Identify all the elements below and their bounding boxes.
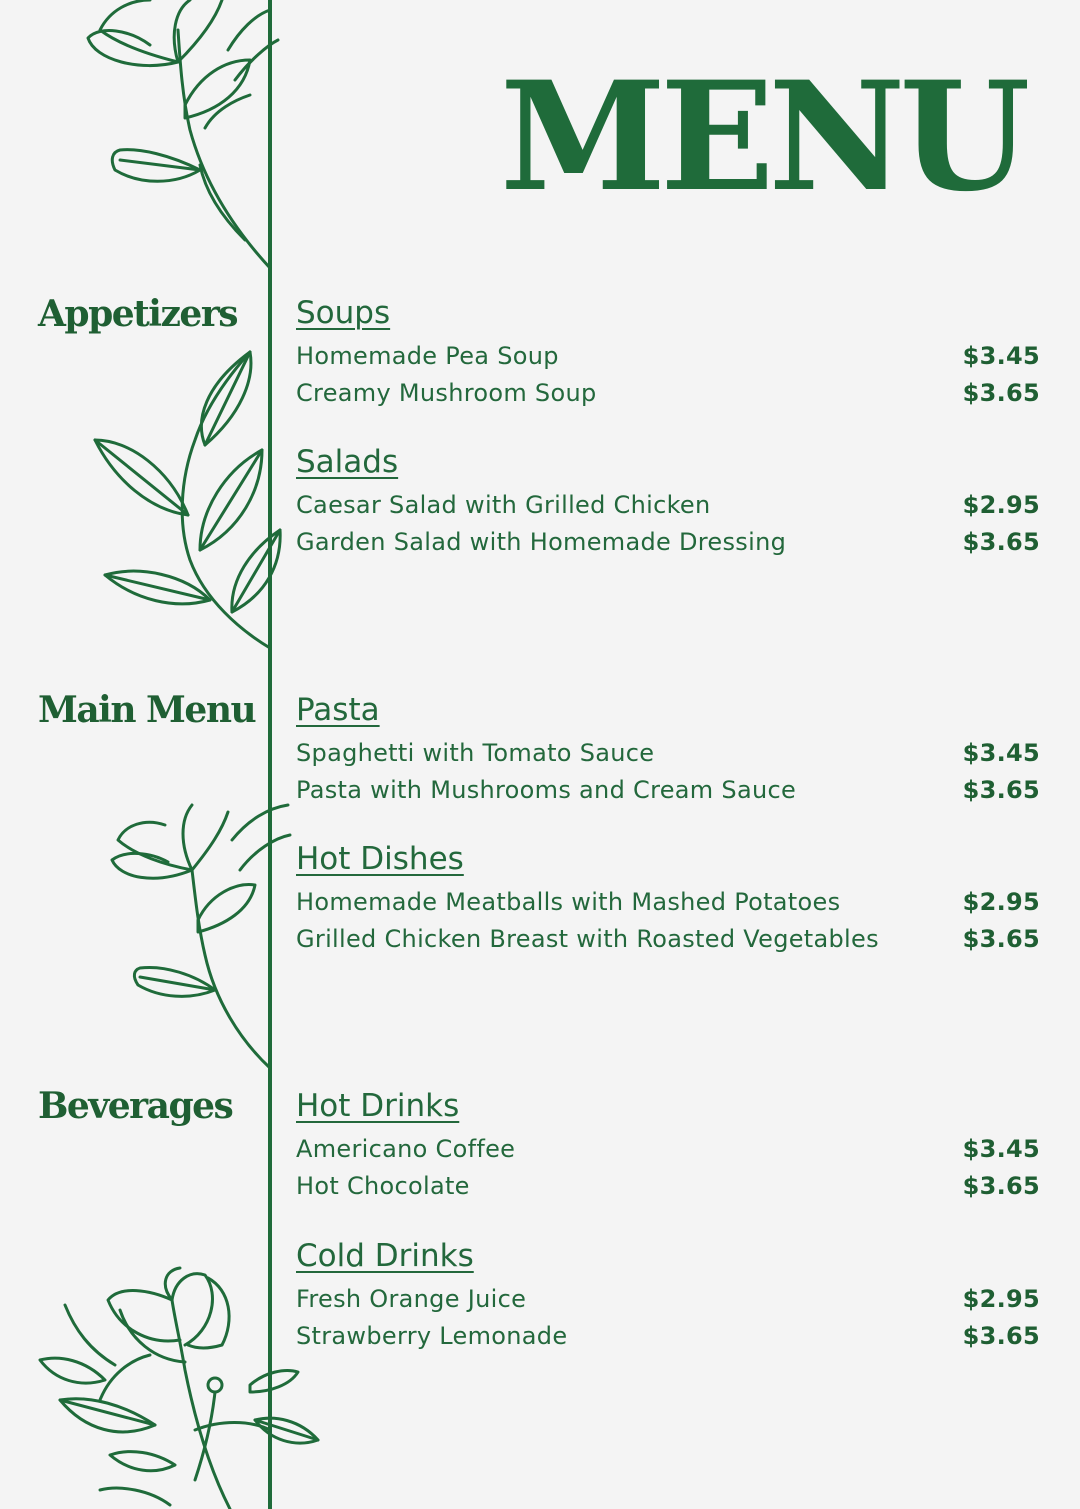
item-name: Spaghetti with Tomato Sauce xyxy=(296,738,655,767)
category-hot-dishes xyxy=(296,840,1040,957)
item-price: $3.45 xyxy=(962,1134,1040,1163)
item-name: Strawberry Lemonade xyxy=(296,1321,568,1350)
section-label-beverages: Beverages xyxy=(38,1085,233,1127)
menu-item xyxy=(296,523,1040,560)
item-price: $3.65 xyxy=(962,775,1040,804)
category-title: Hot Dishes xyxy=(296,841,464,877)
item-price: $2.95 xyxy=(962,1284,1040,1313)
middle-flower-icon xyxy=(112,805,290,1068)
category-title: Cold Drinks xyxy=(296,1238,474,1274)
section-label-appetizers: Appetizers xyxy=(38,293,238,335)
item-name: Fresh Orange Juice xyxy=(296,1284,527,1313)
item-price: $3.65 xyxy=(962,924,1040,953)
menu-item xyxy=(296,486,1040,523)
menu-item xyxy=(296,337,1040,374)
item-name: Homemade Pea Soup xyxy=(296,341,559,370)
category-soups xyxy=(296,294,1040,411)
item-name: Homemade Meatballs with Mashed Potatoes xyxy=(296,887,841,916)
item-name: Pasta with Mushrooms and Cream Sauce xyxy=(296,775,797,804)
top-flower-icon xyxy=(88,0,278,268)
bottom-flower-icon xyxy=(40,1268,318,1509)
category-hot-drinks xyxy=(296,1087,1040,1204)
category-pasta xyxy=(296,691,1040,808)
item-name: Americano Coffee xyxy=(296,1134,516,1163)
item-price: $3.45 xyxy=(962,341,1040,370)
menu-item xyxy=(296,1130,1040,1167)
item-price: $3.65 xyxy=(962,378,1040,407)
category-title: Pasta xyxy=(296,692,380,728)
category-title: Hot Drinks xyxy=(296,1088,460,1124)
section-label-main-menu: Main Menu xyxy=(38,689,256,731)
category-title: Soups xyxy=(296,295,391,331)
menu-title: MENU xyxy=(500,49,1025,225)
item-name: Grilled Chicken Breast with Roasted Vegetables xyxy=(296,924,879,953)
item-price: $2.95 xyxy=(962,887,1040,916)
menu-item xyxy=(296,771,1040,808)
category-salads xyxy=(296,443,1040,560)
item-price: $2.95 xyxy=(962,490,1040,519)
item-price: $3.65 xyxy=(962,1171,1040,1200)
menu-item xyxy=(296,734,1040,771)
menu-item xyxy=(296,1280,1040,1317)
item-name: Caesar Salad with Grilled Chicken xyxy=(296,490,711,519)
menu-item xyxy=(296,1167,1040,1204)
item-name: Garden Salad with Homemade Dressing xyxy=(296,527,787,556)
item-price: $3.65 xyxy=(962,527,1040,556)
category-title: Salads xyxy=(296,444,399,480)
item-price: $3.65 xyxy=(962,1321,1040,1350)
category-cold-drinks xyxy=(296,1237,1040,1354)
menu-item xyxy=(296,374,1040,411)
menu-item xyxy=(296,920,1040,957)
leaf-branch-icon xyxy=(95,352,280,648)
menu-item xyxy=(296,883,1040,920)
item-price: $3.45 xyxy=(962,738,1040,767)
item-name: Hot Chocolate xyxy=(296,1171,470,1200)
menu-item xyxy=(296,1317,1040,1354)
item-name: Creamy Mushroom Soup xyxy=(296,378,597,407)
